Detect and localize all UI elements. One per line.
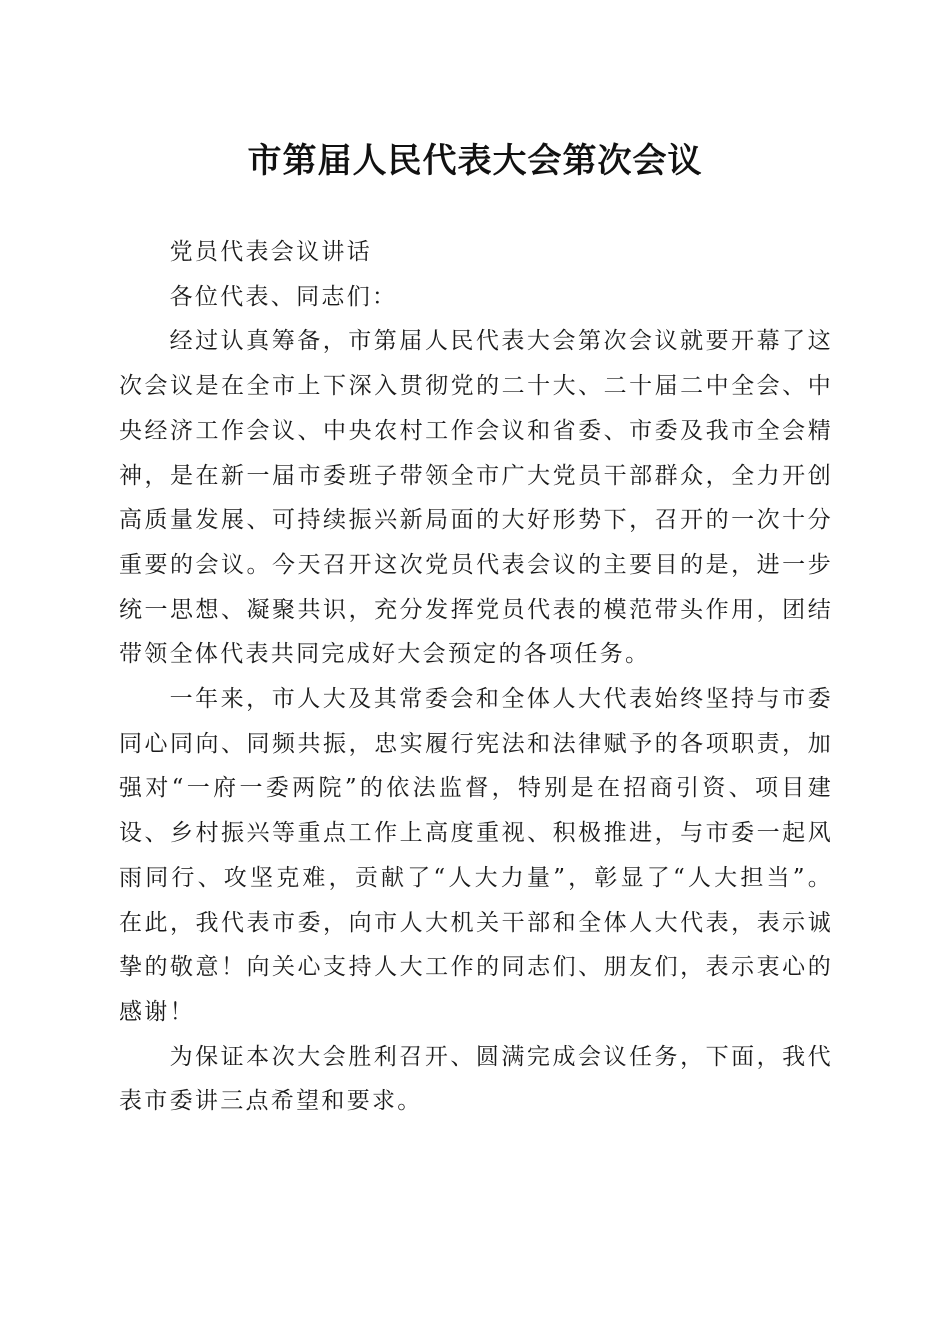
paragraph-opening: 经过认真筹备，市第届人民代表大会第次会议就要开幕了这次会议是在全市上下深入贯彻党的二十大、二十届二中全会、中央经济工作会议、中央农村工作会议和省委、市委及我市全会精神，是在新一届市委班子带领全市广大党员干部群众，全力开创高质量发展、可持续振兴新局面的大好形势下，召开的一次十分重要的会议。今天召开这次党员代表会议的主要目的是，进一步统一思想、凝聚共识，充分发挥党员代表的模范带头作用，团结带领全体代表共同完成好大会预定的各项任务。 bbox=[119, 328, 833, 668]
paragraph-salutation: 各位代表、同志们： bbox=[169, 283, 398, 310]
paragraph-requirements: 为保证本次大会胜利召开、圆满完成会议任务，下面，我代表市委讲三点希望和要求。 bbox=[119, 1043, 833, 1115]
paragraph-subtitle: 党员代表会议讲话 bbox=[169, 239, 372, 265]
document-title: 市第届人民代表大会第次会议 bbox=[247, 141, 703, 181]
paragraph-review: 一年来，市人大及其常委会和全体人大代表始终坚持与市委同心同向、同频共振，忠实履行宪法和法律赋予的各项职责，加强对“一府一委两院”的依法监督，特别是在招商引资、项目建设、乡村振兴等重点工作上高度重视、积极推进，与市委一起风雨同行、攻坚克难，贡献了“人大力量”，彰显了“人大担当”。在此，我代表市委，向市人大机关干部和全体人大代表，表示诚挚的敬意！向关心支持人大工作的同志们、朋友们，表示衷心的感谢！ bbox=[119, 686, 833, 1025]
document-body bbox=[119, 230, 833, 1124]
